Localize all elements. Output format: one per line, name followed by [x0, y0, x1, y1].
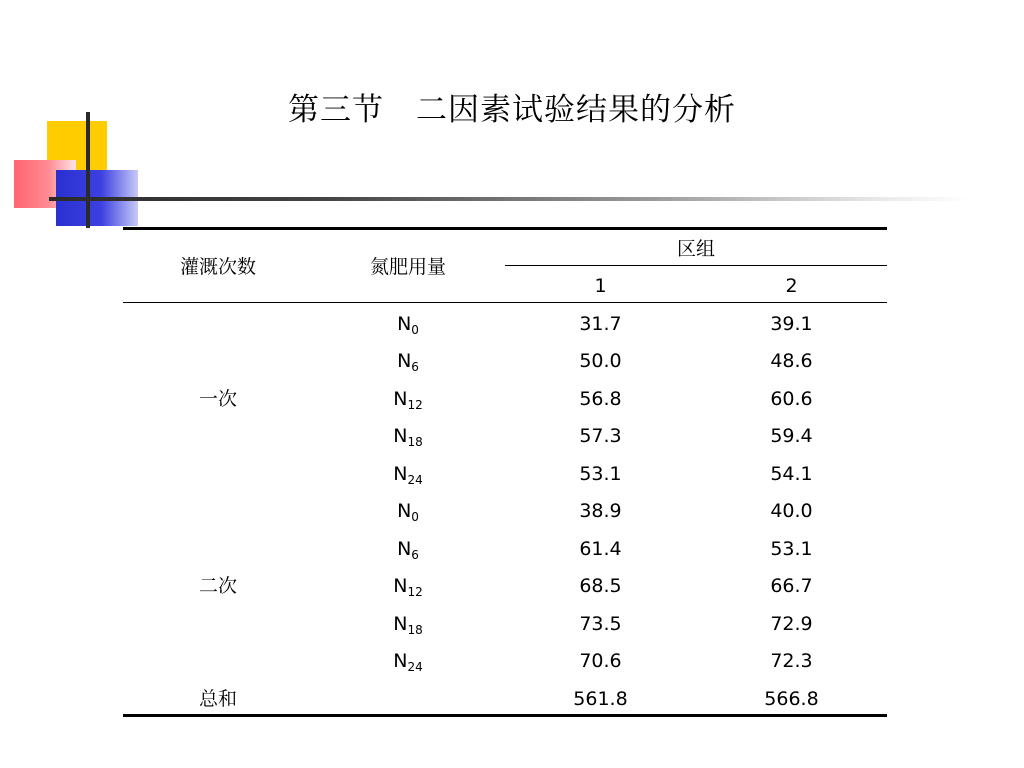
block-1-value: 38.9	[579, 500, 622, 522]
header-block-group: 区组	[676, 238, 715, 260]
block-1-value: 31.7	[579, 313, 622, 335]
table-bottom-rule	[123, 714, 887, 717]
group-label-twice: 二次	[198, 575, 237, 597]
nitrogen-level: $N_0$	[397, 313, 419, 337]
header-irrigation: 灌溉次数	[179, 256, 256, 278]
header-block-1: 1	[594, 275, 607, 297]
nitrogen-level: $N_{24}$	[393, 463, 423, 487]
nitrogen-level: $N_0$	[397, 500, 419, 524]
header-nitrogen: 氮肥用量	[369, 256, 446, 278]
table-top-rule	[123, 227, 887, 230]
total-label: 总和	[198, 688, 237, 710]
total-block-1: 561.8	[573, 688, 628, 710]
nitrogen-level: $N_{18}$	[393, 613, 423, 637]
header-bottom-rule	[123, 302, 887, 303]
block-1-value: 61.4	[579, 538, 622, 560]
header-block-2: 2	[785, 275, 798, 297]
nitrogen-level: $N_6$	[397, 538, 419, 562]
nitrogen-level: $N_{12}$	[393, 388, 423, 412]
block-2-value: 54.1	[770, 463, 813, 485]
vertical-rule-decoration	[86, 112, 90, 228]
block-1-value: 56.8	[579, 388, 622, 410]
nitrogen-level: $N_{18}$	[393, 425, 423, 449]
block-1-value: 68.5	[579, 575, 622, 597]
block-group-rule	[505, 265, 887, 266]
group-label-once: 一次	[198, 388, 237, 410]
block-1-value: 50.0	[579, 350, 622, 372]
block-2-value: 72.3	[770, 650, 813, 672]
total-block-2: 566.8	[764, 688, 819, 710]
block-1-value: 73.5	[579, 613, 622, 635]
block-1-value: 53.1	[579, 463, 622, 485]
nitrogen-level: $N_6$	[397, 350, 419, 374]
slide-title: 第三节 二因素试验结果的分析	[288, 92, 736, 128]
block-2-value: 39.1	[770, 313, 813, 335]
block-2-value: 48.6	[770, 350, 813, 372]
nitrogen-level: $N_{12}$	[393, 575, 423, 599]
block-2-value: 66.7	[770, 575, 813, 597]
block-2-value: 72.9	[770, 613, 813, 635]
block-2-value: 53.1	[770, 538, 813, 560]
block-1-value: 70.6	[579, 650, 622, 672]
block-2-value: 59.4	[770, 425, 813, 447]
nitrogen-level: $N_{24}$	[393, 650, 423, 674]
block-2-value: 40.0	[770, 500, 813, 522]
horizontal-rule-decoration	[49, 197, 969, 201]
block-2-value: 60.6	[770, 388, 813, 410]
block-1-value: 57.3	[579, 425, 622, 447]
